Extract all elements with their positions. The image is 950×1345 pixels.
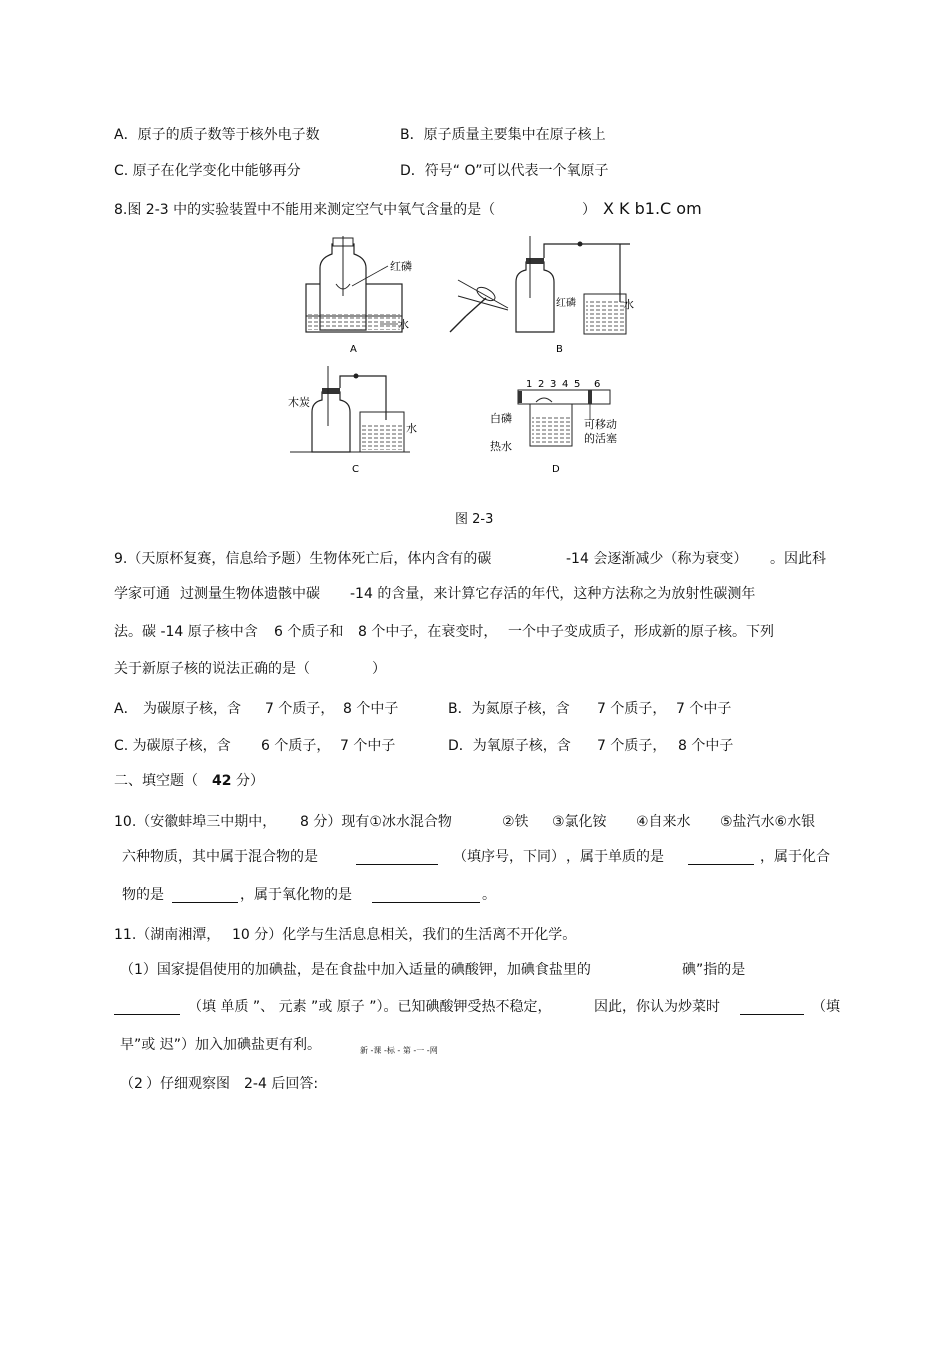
q11-p2c: （填 [812, 999, 840, 1015]
q8-stem: 8.图 2-3 中的实验装置中不能用来测定空气中氧气含量的是（ [114, 202, 496, 218]
q11-p4b: ）仔细观察图 [146, 1076, 230, 1092]
q9-option-b-text: B．为氮原子核，含 [448, 701, 570, 717]
q10-line1-part5: ④自来水 [636, 814, 691, 830]
q9-option-a-label: A． [114, 701, 138, 717]
label-a-water: 水 [398, 318, 409, 331]
q10-line1-part3: ②铁 [502, 814, 529, 830]
figure-caption: 图 2-3 [455, 512, 494, 527]
q10-line1-part2: 8 分）现有①冰水混合物 [300, 814, 452, 830]
q9-option-a-protons: 7 个质子， [265, 701, 335, 717]
q9-line3c: 8 个中子，在衰变时， [358, 624, 498, 640]
q9-option-a-neutrons: 8 个中子 [343, 701, 399, 717]
q7-option-a: A．原子的质子数等于核外电子数 [114, 127, 320, 143]
q10-line1-part6: ⑤盐汽水⑥水银 [720, 814, 816, 830]
q9-line4: 关于新原子核的说法正确的是（ [114, 661, 310, 677]
q11-p3b-watermark: 新 -课 -标 - 第 -一 -网 [360, 1046, 438, 1055]
q9-option-b-protons: 7 个质子， [597, 701, 667, 717]
q9-option-d-neutrons: 8 个中子 [678, 738, 734, 754]
section-title-a: 二、填空题（ [114, 773, 198, 789]
q10-blank-element[interactable] [688, 850, 754, 865]
q10-line3a: 物的是 [122, 887, 164, 903]
label-d: D [552, 464, 560, 475]
scale-4: 4 [562, 379, 569, 390]
q9-option-c-text: C. 为碳原子核，含 [114, 738, 231, 754]
q10-blank-mixture[interactable] [356, 850, 438, 865]
q11-p2b: 因此，你认为炒菜时 [594, 999, 720, 1015]
q10-line3c: 。 [482, 887, 496, 903]
q11-p3a: 早”或 迟”）加入加碘盐更有利。 [120, 1037, 321, 1053]
q11-blank-iodine[interactable] [114, 1000, 180, 1015]
q11-p4c: 2-4 后回答: [244, 1076, 319, 1092]
q9-option-c-neutrons: 7 个中子 [340, 738, 396, 754]
q9-option-d-protons: 7 个质子， [597, 738, 667, 754]
q9-line2c: -14 的含量，来计算它存活的年代，这种方法称之为放射性碳测年 [350, 586, 756, 602]
q9-line3b: 6 个质子和 [274, 624, 344, 640]
q11-stem-a: 11.（湖南湘潭， [114, 927, 221, 943]
q9-option-c-protons: 6 个质子， [261, 738, 331, 754]
scale-3: 3 [550, 379, 557, 390]
label-a-phosphorus: 红磷 [390, 260, 412, 273]
q10-line2a: 六种物质，其中属于混合物的是 [122, 849, 318, 865]
label-b: B [556, 344, 563, 355]
q9-option-d-text: D．为氧原子核，含 [448, 738, 571, 754]
label-a: A [350, 344, 357, 355]
scale-6: 6 [594, 379, 601, 390]
q11-p2a: （填 单质 ”、 元素 ”或 原子 ”）。已知碘酸钾受热不稳定， [188, 999, 552, 1015]
figure-2-3 [288, 236, 634, 486]
q9-line1a: 9.（天原杯复赛，信息给予题）生物体死亡后，体内含有的碳 [114, 551, 492, 567]
label-b-phosphorus: 红磷 [556, 298, 576, 309]
q9-line2a: 学家可通 [114, 586, 170, 602]
q11-p1b: 碘”指的是 [682, 962, 746, 978]
q9-line1c: 。因此科 [770, 551, 826, 567]
section-title-b: 分） [236, 773, 264, 789]
q11-stem-b: 10 分）化学与生活息息相关，我们的生活离不开化学。 [232, 927, 577, 943]
q10-blank-compound[interactable] [172, 888, 238, 903]
q10-line1-part1: 10.（安徽蚌埠三中期中， [114, 814, 277, 830]
label-d-white-phosphorus: 白磷 [490, 412, 512, 425]
q10-line1-part4: ③氯化铵 [552, 814, 607, 830]
apparatus-c [288, 366, 417, 475]
scale-5: 5 [574, 379, 581, 390]
q10-line2d: ，属于化合 [760, 849, 830, 865]
label-b-water: 水 [623, 298, 634, 311]
label-d-hot-water: 热水 [490, 440, 512, 453]
q11-blank-timing[interactable] [740, 1000, 804, 1015]
q10-line2c: ，属于单质的是 [566, 849, 664, 865]
q7-option-b: B．原子质量主要集中在原子核上 [400, 127, 606, 143]
watermark-text: X K b1.C om [603, 199, 702, 218]
q9-line2b: 过测量生物体遗骸中碳 [180, 586, 320, 602]
scale-1: 1 [526, 379, 533, 390]
q9-line3a: 法。碳 -14 原子核中含 [114, 624, 258, 640]
label-c-charcoal: 木炭 [288, 396, 310, 409]
label-c: C [352, 464, 359, 475]
apparatus-a [306, 236, 412, 355]
label-c-water: 水 [406, 422, 417, 435]
q9-line1b: -14 会逐渐减少（称为衰变） [566, 551, 748, 567]
q7-option-d: D．符号“ O”可以代表一个氧原子 [400, 163, 609, 179]
section-score: 42 [212, 773, 232, 789]
q10-line3b: ，属于氧化物的是 [240, 887, 352, 903]
q9-option-a-text: 为碳原子核，含 [143, 701, 241, 717]
q10-blank-oxide[interactable] [372, 888, 480, 903]
label-d-piston: 可移动 [584, 418, 617, 431]
q11-p4a: （2 [120, 1076, 143, 1092]
q9-line3d: 一个中子变成质子，形成新的原子核。下列 [508, 624, 774, 640]
q9-line4-close: ） [372, 661, 386, 677]
q8-stem-close: ） [582, 202, 596, 218]
apparatus-d [490, 379, 617, 475]
q10-line2b: （填序号，下同） [453, 849, 565, 865]
q11-p1a: （1）国家提倡使用的加碘盐，是在食盐中加入适量的碘酸钾，加碘食盐里的 [120, 962, 591, 978]
scale-2: 2 [538, 379, 545, 390]
label-d-piston2: 的活塞 [584, 432, 617, 445]
apparatus-b [450, 236, 634, 355]
q7-option-c: C. 原子在化学变化中能够再分 [114, 163, 301, 179]
q9-option-b-neutrons: 7 个中子 [676, 701, 732, 717]
